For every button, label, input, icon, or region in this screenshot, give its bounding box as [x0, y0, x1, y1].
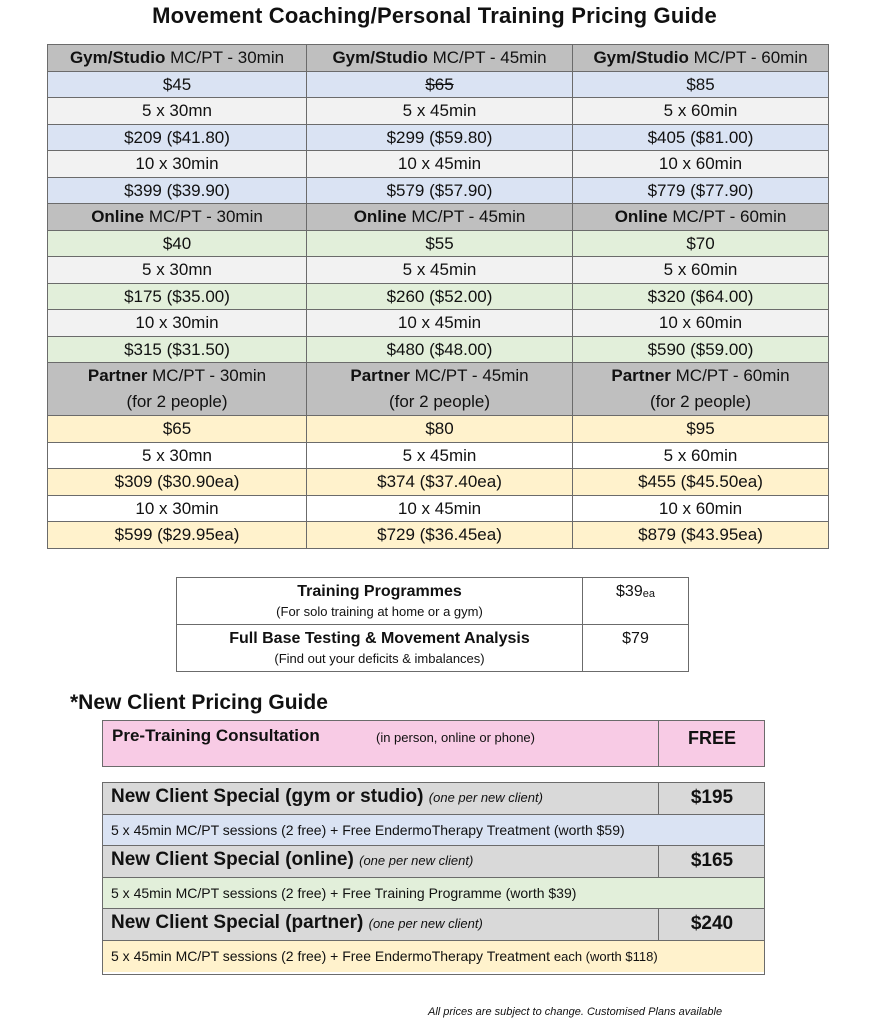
special-description: 5 x 45min MC/PT sessions (2 free) + Free EndermoTherapy Treatment (worth $59): [103, 815, 764, 846]
package-cell: 10 x 45min: [307, 310, 573, 337]
special-description: 5 x 45min MC/PT sessions (2 free) + Free Training Programme (worth $39): [103, 878, 764, 909]
column-header: Gym/Studio MC/PT - 60min: [573, 45, 829, 72]
price-cell: $55: [307, 230, 573, 257]
special-price: $195: [658, 783, 765, 814]
special-label: New Client Special (partner) (one per new client): [111, 912, 483, 933]
column-header: Online MC/PT - 60min: [573, 204, 829, 231]
price-cell: $299 ($59.80): [307, 124, 573, 151]
price-cell: $879 ($43.95ea): [573, 522, 829, 549]
table-row: [48, 442, 829, 469]
price-cell: $579 ($57.90): [307, 177, 573, 204]
extras-price: $\$39_{ea}$: [583, 578, 689, 625]
special-header: [103, 783, 764, 815]
special-price: $240: [658, 909, 765, 940]
special-label: New Client Special (online) (one per new client): [111, 849, 474, 870]
extras-sublabel: (For solo training at home or a gym): [276, 604, 483, 619]
extras-label: Training Programmes: [297, 583, 462, 600]
price-cell: $315 ($31.50): [48, 336, 307, 363]
column-header: Partner MC/PT - 45min (for 2 people): [307, 363, 573, 416]
package-cell: 5 x 60min: [573, 257, 829, 284]
package-cell: 10 x 30min: [48, 310, 307, 337]
package-cell: 10 x 60min: [573, 495, 829, 522]
specials-box: [102, 782, 765, 975]
package-cell: 10 x 30min: [48, 151, 307, 178]
package-cell: 10 x 45min: [307, 495, 573, 522]
gym-header-row: [48, 45, 829, 72]
price-cell: $175 ($35.00): [48, 283, 307, 310]
new-client-heading: *New Client Pricing Guide: [70, 691, 328, 714]
package-cell: 5 x 60min: [573, 98, 829, 125]
package-cell: 5 x 45min: [307, 442, 573, 469]
table-row: [48, 283, 829, 310]
price-cell: $320 ($64.00): [573, 283, 829, 310]
table-row: [48, 257, 829, 284]
table-row: [48, 71, 829, 98]
price-cell: $65: [307, 71, 573, 98]
special-price: $165: [658, 846, 765, 877]
consultation-note: (in person, online or phone): [376, 730, 535, 745]
price-cell: $455 ($45.50ea): [573, 469, 829, 496]
price-cell: $779 ($77.90): [573, 177, 829, 204]
extras-row: [177, 625, 689, 672]
special-header: [103, 909, 764, 941]
partner-header-row: [48, 363, 829, 416]
price-cell: $590 ($59.00): [573, 336, 829, 363]
table-row: [48, 522, 829, 549]
page-title: Movement Coaching/Personal Training Pricing Guide: [152, 3, 717, 28]
table-row: [48, 124, 829, 151]
table-row: [48, 230, 829, 257]
package-cell: 5 x 30mn: [48, 442, 307, 469]
table-row: [48, 310, 829, 337]
price-cell: $70: [573, 230, 829, 257]
table-row: [48, 336, 829, 363]
special-description: 5 x 45min MC/PT sessions (2 free) + Free EndermoTherapy Treatment each (worth $118): [103, 941, 764, 972]
package-cell: 5 x 30mn: [48, 98, 307, 125]
column-header: Partner MC/PT - 60min (for 2 people): [573, 363, 829, 416]
special-label: New Client Special (gym or studio) (one per new client): [111, 786, 543, 807]
price-cell: $65: [48, 416, 307, 443]
package-cell: 5 x 60min: [573, 442, 829, 469]
price-cell: $405 ($81.00): [573, 124, 829, 151]
footnote: All prices are subject to change. Customised Plans available: [428, 1006, 723, 1018]
package-cell: 10 x 30min: [48, 495, 307, 522]
column-header: Partner MC/PT - 30min (for 2 people): [48, 363, 307, 416]
price-cell: $40: [48, 230, 307, 257]
table-row: [48, 416, 829, 443]
table-row: [48, 495, 829, 522]
table-row: [48, 98, 829, 125]
column-header: Online MC/PT - 30min: [48, 204, 307, 231]
price-cell: $80: [307, 416, 573, 443]
price-cell: $45: [48, 71, 307, 98]
price-cell: $599 ($29.95ea): [48, 522, 307, 549]
package-cell: 10 x 45min: [307, 151, 573, 178]
price-cell: $309 ($30.90ea): [48, 469, 307, 496]
consultation-price: FREE: [658, 721, 765, 766]
special-header: [103, 846, 764, 878]
price-cell: $729 ($36.45ea): [307, 522, 573, 549]
price-cell: $209 ($41.80): [48, 124, 307, 151]
pricing-table: [47, 44, 829, 549]
consultation-label: Pre-Training Consultation: [112, 726, 320, 745]
consultation-box: [102, 720, 765, 767]
package-cell: 5 x 30mn: [48, 257, 307, 284]
extras-label-cell: [177, 578, 583, 625]
column-header: Online MC/PT - 45min: [307, 204, 573, 231]
column-header: Gym/Studio MC/PT - 45min: [307, 45, 573, 72]
price-cell: $260 ($52.00): [307, 283, 573, 310]
package-cell: 10 x 60min: [573, 151, 829, 178]
price-cell: $85: [573, 71, 829, 98]
package-cell: 10 x 60min: [573, 310, 829, 337]
online-header-row: [48, 204, 829, 231]
extras-label: Full Base Testing & Movement Analysis: [229, 630, 530, 647]
table-row: [48, 469, 829, 496]
price-cell: $95: [573, 416, 829, 443]
package-cell: 5 x 45min: [307, 257, 573, 284]
price-cell: $374 ($37.40ea): [307, 469, 573, 496]
extras-table: [176, 577, 689, 672]
package-cell: 5 x 45min: [307, 98, 573, 125]
price-cell: $399 ($39.90): [48, 177, 307, 204]
table-row: [48, 177, 829, 204]
extras-label-cell: [177, 625, 583, 672]
extras-row: [177, 578, 689, 625]
extras-price: $79: [583, 625, 689, 672]
column-header: Gym/Studio MC/PT - 30min: [48, 45, 307, 72]
extras-sublabel: (Find out your deficits & imbalances): [274, 651, 485, 666]
table-row: [48, 151, 829, 178]
price-cell: $480 ($48.00): [307, 336, 573, 363]
